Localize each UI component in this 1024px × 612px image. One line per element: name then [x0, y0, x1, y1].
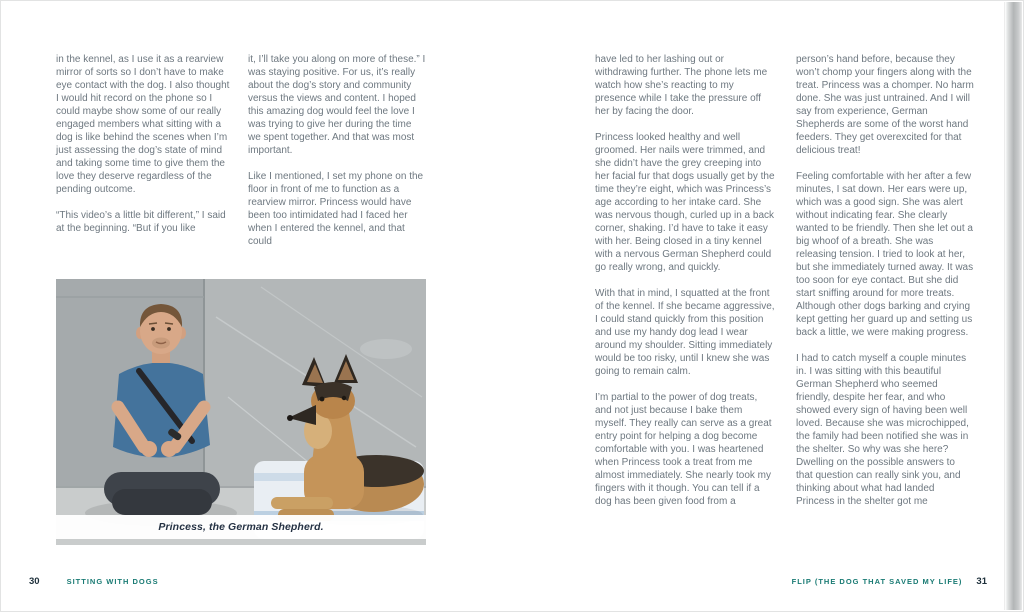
photo-caption: Princess, the German Shepherd. [158, 521, 324, 533]
text-column-1 [56, 53, 234, 235]
right-footer-title: FLIP (THE DOG THAT SAVED MY LIFE) [791, 577, 963, 586]
paragraph: Like I mentioned, I set my phone on the floor in front of me to function as a rearview mirror. Princess would have been too intimidated had I faced her when I entered the kennel, and that could [248, 171, 424, 247]
kennel-photo-illustration [56, 279, 426, 545]
paragraph: in the kennel, as I use it as a rearview mirror of sorts so I don’t have to make eye contact with the dog. I also thought I would hit record on the phone so I could maybe show some of our really engaged members what sitting with a dog is like behind the scenes when I’m just assessing the dog’s state of mind and taking some time to give them the love they deserve regardless of the pending outcome. [56, 54, 230, 195]
right-page-number: 31 [976, 576, 987, 587]
left-footer [29, 576, 159, 588]
left-page-number: 30 [29, 576, 40, 587]
paragraph: person’s hand before, because they won’t chomp your fingers along with the treat. Princess was a chomper. No harm done. She was just untrained. And I will say from experience, German Shepherds are some of the worst hand feeders. They get overexcited for that delicious treat! [796, 54, 974, 156]
paragraph: “This video’s a little bit different,” I said at the beginning. “But if you like [56, 210, 226, 234]
paragraph: I had to catch myself a couple minutes in. I was sitting with this beautiful German Shepherd who seemed friendly, despite her fear, and who showed every sign of having been well loved. Because she was microchipped, the family had been notified she was in the shelter. So why was she here? Dwelling on the possible answers to that question can really sink you, and thinking about what had landed Princess in the shelter got me [796, 353, 969, 507]
text-column-4 [796, 53, 974, 508]
paragraph: I’m partial to the power of dog treats, and not just because I bake them myself. They really can serve as a great entry point for helping a dog become comfortable with you. I was heartened when Princess took a treat from me almost immediately. She nearly took my fingers with it though. You can tell if a dog has been given food from a [595, 392, 772, 507]
paragraph: With that in mind, I squatted at the front of the kennel. If she became aggressive, I could stand quickly from this position and use my handy dog lead I wear around my shoulder. Sitting immediately would be too risky, until I knew she was going to remain calm. [595, 288, 775, 377]
paragraph: Feeling comfortable with her after a few minutes, I sat down. Her ears were up, which was a good sign. She was alert without indicating fear. She clearly wanted to be friendly. Then she let out a big whoof of a breath. She was releasing tension. I tried to look at her, but she immediately turned away. It was too soon for eye contact. But she did start sniffing around for more treats. Although other dogs barking and crying kept getting her guard up and setting us back a little, we were making progress. [796, 171, 974, 338]
book-page-edge [1004, 2, 1022, 610]
photo-caption-bar [56, 515, 426, 539]
text-column-2 [248, 53, 426, 248]
paragraph: have led to her lashing out or withdrawing further. The phone lets me watch how she’s reacting to my presence while I take the pressure off her by facing the door. [595, 54, 768, 117]
right-footer [792, 576, 987, 588]
paragraph: Princess looked healthy and well groomed. Her nails were trimmed, and she didn’t have the grey creeping into her facial fur that dogs usually get by the time they’re eight, which was Princess’s age according to her intake card. She was nervous though, curled up in a back corner, shaking. I’d have to take it easy with her. Being closed in a tiny kennel with a nervous German Shepherd could go really wrong, and quickly. [595, 132, 775, 273]
left-footer-title: SITTING WITH DOGS [66, 577, 159, 586]
photo-princess-and-author [56, 279, 426, 545]
paragraph: it, I’ll take you along on more of these.” I was staying positive. For us, it’s really about the dog’s story and community versus the views and content. I hoped this amazing dog would feel the love I was trying to give her during the time we spent together. And that was most important. [248, 54, 426, 156]
text-column-3 [595, 53, 775, 508]
